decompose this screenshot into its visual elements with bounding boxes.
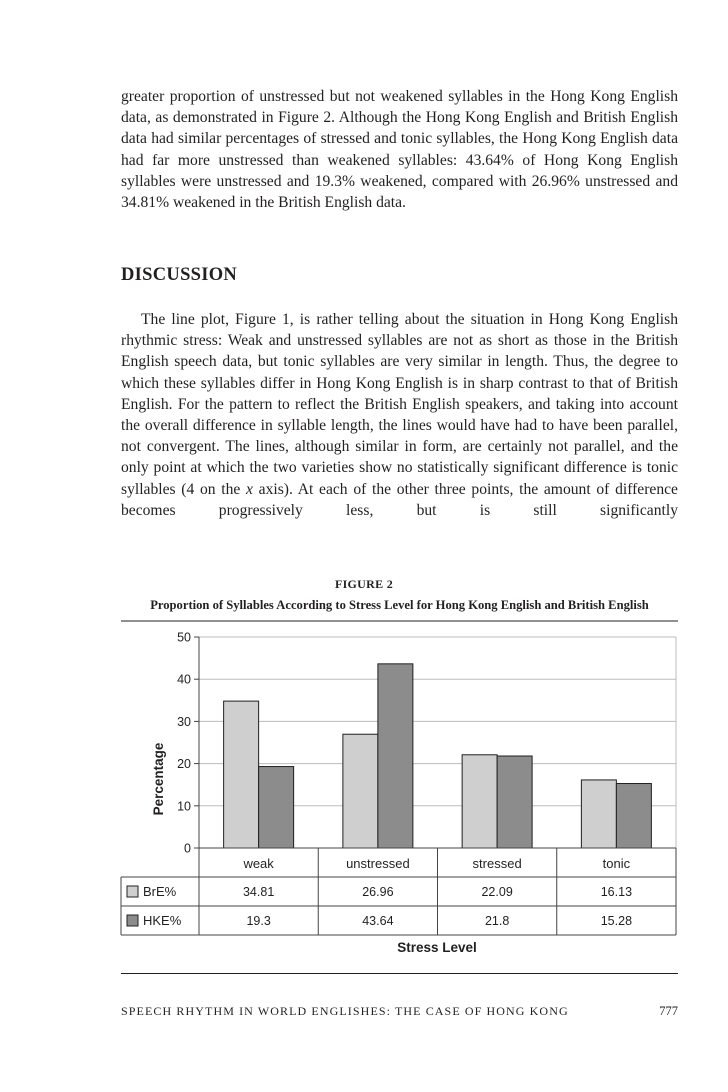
table-value: 34.81 [242,885,275,899]
y-tick-label: 30 [177,714,191,729]
discussion-italic-x: x [246,480,253,498]
y-tick-labels [177,631,191,856]
page-number: 777 [659,1004,678,1018]
y-tick-label: 40 [177,672,191,687]
running-title: SPEECH RHYTHM IN WORLD ENGLISHES: THE CASE OF HONG KONG [121,1004,569,1018]
table-value: 15.28 [600,914,633,928]
bar-hke-unstressed [378,664,413,848]
figure-caption: Proportion of Syllables According to Stress Level for Hong Kong English and British English [150,598,649,612]
x-axis-label: Stress Level [397,940,477,955]
y-tick-label: 10 [177,799,191,814]
body-paragraph: greater proportion of unstressed but not weakened syllables in the Hong Kong English data, as demonstrated in Figure 2. Although the Hong Kong English and British English data had similar percentages of stressed and tonic syllables, the Hong Kong English data had far more unstressed than weakened syllables: 43.64% of Hong Kong English syllables were unstressed and 19.3% weakened, compared with 26.96% unstressed and 34.81% weakened in the British English data. [121,88,678,212]
figure-label: FIGURE 2 [334,577,394,591]
footer-rule [121,973,678,974]
legend-label: BrE% [143,884,177,899]
table-value: 16.13 [600,885,633,899]
table-value: 43.64 [362,914,394,928]
x-category-label: unstressed [346,856,410,871]
bar-hke-weak [259,767,294,848]
bar-hke-tonic [616,784,651,848]
y-tick-label: 50 [177,630,191,645]
table-value: 19.3 [246,914,271,928]
y-tick-label: 20 [177,757,191,772]
bar-bre-weak [224,701,259,848]
legend-swatch [127,915,138,926]
discussion-text-2: axis). At each of the other three points, the amount of difference becomes progressively less, but is still significantly [121,480,678,519]
y-tick-label: 0 [184,841,191,856]
table-value: 26.96 [362,885,394,899]
bar-bre-tonic [581,780,616,848]
section-heading: DISCUSSION [121,265,238,285]
legend-label: HKE% [143,913,182,928]
y-axis-label: Percentage [151,742,166,816]
discussion-text-1: The line plot, Figure 1, is rather telling about the situation in Hong Kong English rhythmic stress: Weak and unstressed syllables are not as short as those in the British English speech data, but tonic syllables are very similar in length. Thus, the degree to which these syllables differ in Hong Kong English is in sharp contrast to that of British English. For the pattern to reflect the British English speakers, and taking into account the overall difference in syllable length, the lines would have had to have been parallel, not convergent. The lines, although similar in form, are certainly not parallel, and the only point at which the two varieties show no statistically significant difference is tonic syllables (4 on the [121,311,678,498]
bar-bre-unstressed [343,734,378,848]
table-value: 22.09 [481,885,513,899]
bar-hke-stressed [497,756,532,848]
bars [224,664,652,848]
data-table [121,848,676,935]
x-category-label: stressed [472,856,522,871]
legend-swatch [127,886,138,897]
x-category-label: weak [243,856,274,871]
bar-bre-stressed [462,755,497,848]
table-value: 21.8 [484,914,510,928]
x-category-label: tonic [602,856,631,871]
